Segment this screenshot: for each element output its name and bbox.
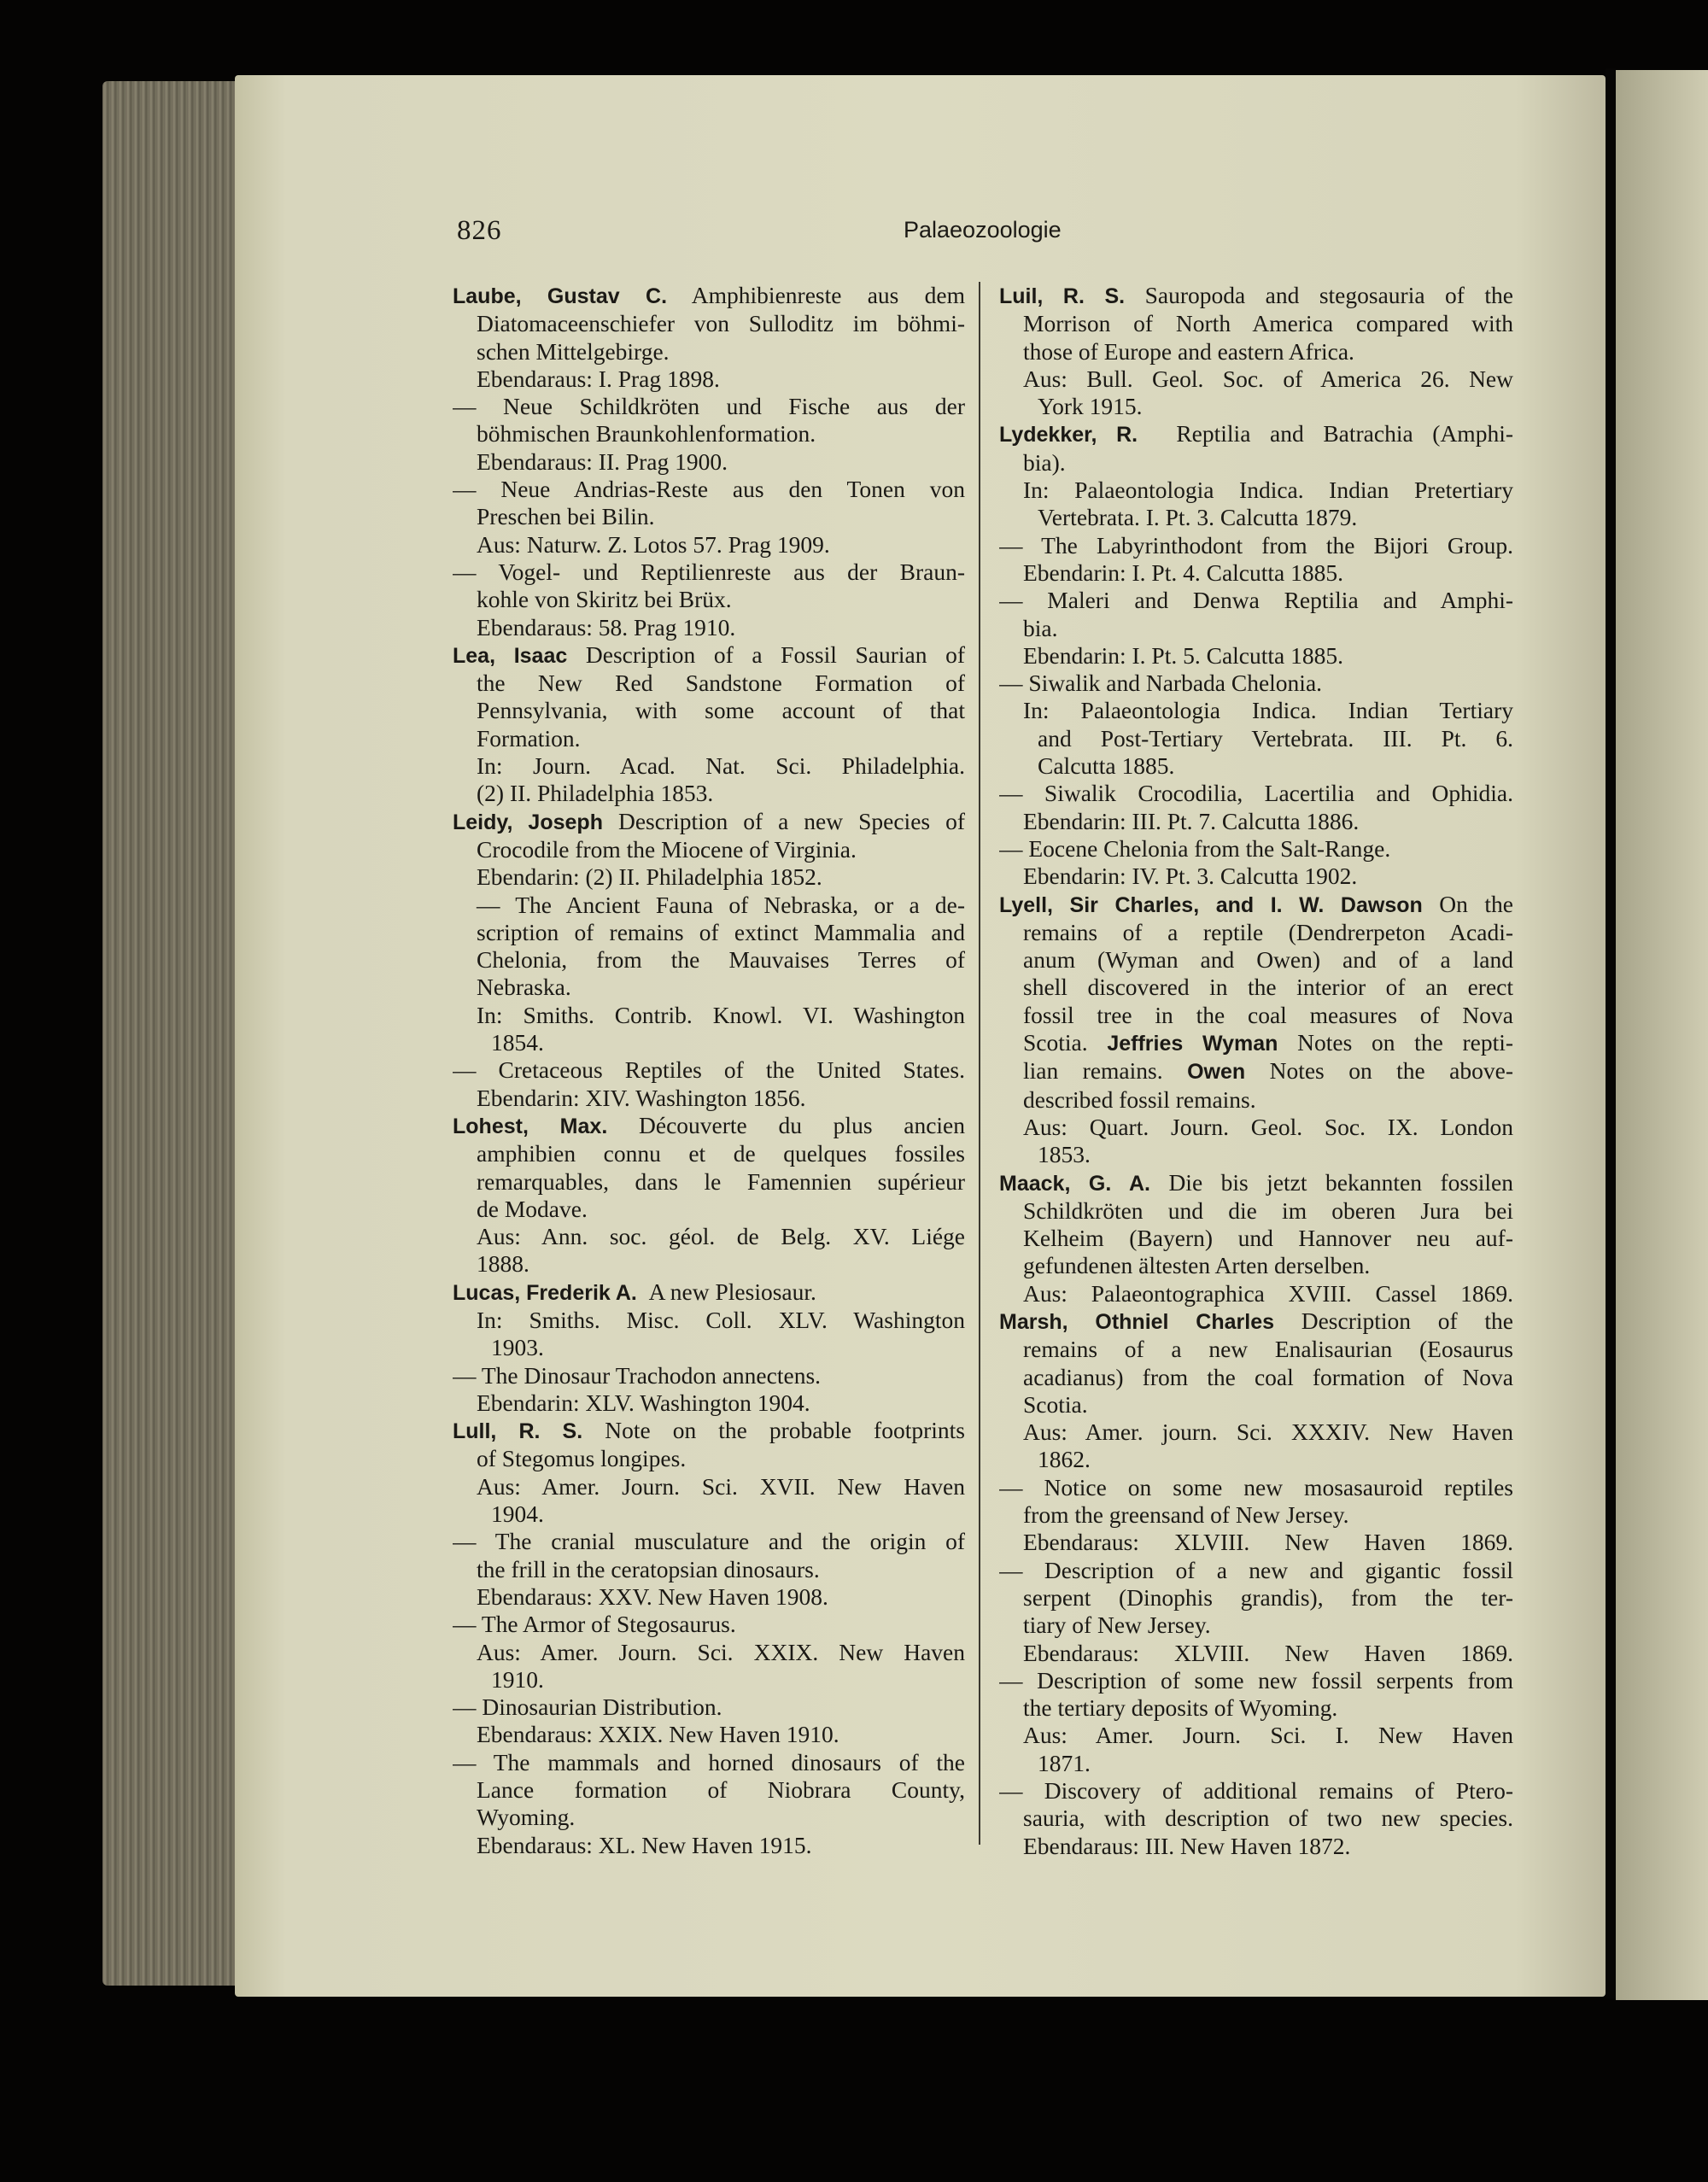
bibliography-entry: Maack, G. A. Die bis jetzt bekannten fossilen Schildkröten und die im oberen Jura bei Kelheim (Bayern) und Hannover neu auf- gefundenen ältesten Arten derselben. Aus: Palaeontographica XVIII. Cassel 1869.: [999, 1168, 1513, 1307]
right-column: [999, 282, 1513, 1860]
bibliography-entry: — Maleri and Denwa Reptilia and Amphi- bia. Ebendarin: I. Pt. 5. Calcutta 1885.: [999, 587, 1513, 669]
bibliography-entry: — Vogel- und Reptilienreste aus der Braun- kohle von Skiritz bei Brüx. Ebendaraus: 58. Prag 1910.: [453, 558, 965, 641]
bibliography-entry: Lydekker, R. Reptilia and Batrachia (Amphi- bia). In: Palaeontologia Indica. Indian Pretertiary Vertebrata. I. Pt. 3. Calcutta 1879.: [999, 420, 1513, 531]
entry-author: Marsh, Othniel Charles: [999, 1309, 1274, 1334]
column-divider: [979, 282, 980, 1845]
bibliography-entry: — The cranial musculature and the origin of the frill in the ceratopsian dinosaurs. Ebendaraus: XXV. New Haven 1908.: [453, 1528, 965, 1610]
bibliography-entry: Lull, R. S. Note on the probable footprints of Stegomus longipes. Aus: Amer. Journ. Sci. XVII. New Haven 1904.: [453, 1417, 965, 1528]
bibliography-entry: Luil, R. S. Sauropoda and stegosauria of the Morrison of North America compared with those of Europe and eastern Africa. Aus: Bull. Geol. Soc. of America 26. New York 1915.: [999, 282, 1513, 420]
bibliography-entry: Marsh, Othniel Charles Description of the remains of a new Enalisaurian (Eosaurus acadianus) from the coal formation of Nova Scotia. Aus: Amer. journ. Sci. XXXIV. New Haven 1862.: [999, 1307, 1513, 1473]
bibliography-entry: — The Armor of Stegosaurus. Aus: Amer. Journ. Sci. XXIX. New Haven 1910.: [453, 1611, 965, 1693]
entry-author: Lyell, Sir Charles, and I. W. Dawson: [999, 892, 1423, 917]
entry-author: Maack, G. A.: [999, 1171, 1150, 1196]
bibliography-entry: — The Labyrinthodont from the Bijori Group. Ebendarin: I. Pt. 4. Calcutta 1885.: [999, 531, 1513, 586]
bibliography-entry: — Description of some new fossil serpents from the tertiary deposits of Wyoming. Aus: Amer. Journ. Sci. I. New Haven 1871.: [999, 1666, 1513, 1776]
bibliography-entry: Leidy, Joseph Description of a new Species of Crocodile from the Miocene of Virginia. Ebendarin: (2) II. Philadelphia 1852. — The Ancient Fauna of Nebraska, or a de- scription of remains of extinct Mammalia and Chelonia, from the Mauvaises Terres of Nebraska. In: Smiths. Contrib. Knowl. VI. Washington 1854.: [453, 807, 965, 1056]
entry-author: Laube, Gustav C.: [453, 284, 668, 308]
entry-author: Lull, R. S.: [453, 1419, 583, 1444]
bibliography-entry: — The Dinosaur Trachodon annectens. Ebendarin: XLV. Washington 1904.: [453, 1361, 822, 1416]
bibliography-entry: — Neue Andrias-Reste aus den Tonen von Preschen bei Bilin. Aus: Naturw. Z. Lotos 57. Prag 1909.: [453, 476, 965, 558]
bibliography-entry: — Neue Schildkröten und Fische aus der böhmischen Braunkohlenformation. Ebendaraus: II. Prag 1900.: [453, 393, 965, 475]
entry-author: Luil, R. S.: [999, 284, 1126, 308]
inline-author: Jeffries Wyman: [1107, 1032, 1278, 1056]
bibliography-entry: — The mammals and horned dinosaurs of the Lance formation of Niobrara County, Wyoming. Ebendaraus: XL. New Haven 1915.: [453, 1748, 965, 1858]
facing-page-edge: [1616, 70, 1708, 2000]
left-column: [453, 282, 965, 1859]
book-page-edges: [102, 81, 239, 1986]
entry-author: Lydekker, R.: [999, 423, 1138, 448]
bibliography-entry: — Cretaceous Reptiles of the United States. Ebendarin: XIV. Washington 1856.: [453, 1056, 965, 1111]
entry-author: Lucas, Frederik A.: [453, 1280, 637, 1305]
entry-author: Lohest, Max.: [453, 1114, 608, 1138]
bibliography-entry: — Eocene Chelonia from the Salt-Range. Ebendarin: IV. Pt. 3. Calcutta 1902.: [999, 834, 1391, 890]
bibliography-entry: Lucas, Frederik A. A new Plesiosaur. In: Smiths. Misc. Coll. XLV. Washington 1903.: [453, 1278, 965, 1361]
bibliography-entry: Lea, Isaac Description of a Fossil Saurian of the New Red Sandstone Formation of Pennsylvania, with some account of that Formation. In: Journ. Acad. Nat. Sci. Philadelphia. (2) II. Philadelphia 1853.: [453, 641, 965, 807]
bibliography-entry: Lohest, Max. Découverte du plus ancien amphibien connu et de quelques fossiles remarquables, dans le Famennien supérieur de Modave. Aus: Ann. soc. géol. de Belg. XV. Liége 1888.: [453, 1111, 965, 1278]
inline-author: Owen: [1187, 1060, 1246, 1085]
running-head: [457, 215, 1061, 249]
bibliography-entry: Lyell, Sir Charles, and I. W. Dawson On the remains of a reptile (Dendrerpeton Acadi- anum (Wyman and Owen) and of a land shell discovered in the interior of an erect fossil tree in the coal measures of Nova Scotia. Jeffries Wyman Notes on the repti- lian remains. Owen Notes on the above- described fossil remains. Aus: Quart. Journ. Geol. Soc. IX. London 1853.: [999, 890, 1513, 1168]
bibliography-entry: — Siwalik Crocodilia, Lacertilia and Ophidia. Ebendarin: III. Pt. 7. Calcutta 1886.: [999, 780, 1513, 834]
entry-author: Lea, Isaac: [453, 643, 568, 668]
page-number: 826: [457, 215, 502, 246]
bibliography-entry: — Description of a new and gigantic fossil serpent (Dinophis grandis), from the ter- tiary of New Jersey. Ebendaraus: XLVIII. New Haven 1869.: [999, 1556, 1513, 1666]
page-title: Palaeozoologie: [904, 217, 1062, 243]
bibliography-entry: Laube, Gustav C. Amphibienreste aus dem Diatomaceenschiefer von Sulloditz im böhmi- schen Mittelgebirge. Ebendaraus: I. Prag 1898.: [453, 282, 965, 392]
bibliography-entry: — Siwalik and Narbada Chelonia. In: Palaeontologia Indica. Indian Tertiary and Post-Tertiary Vertebrata. III. Pt. 6. Calcutta 1885.: [999, 670, 1513, 780]
bibliography-entry: — Dinosaurian Distribution. Ebendaraus: XXIX. New Haven 1910.: [453, 1694, 839, 1748]
bibliography-entry: — Notice on some new mosasauroid reptiles from the greensand of New Jersey. Ebendaraus: XLVIII. New Haven 1869.: [999, 1473, 1513, 1556]
bibliography-entry: — Discovery of additional remains of Ptero- sauria, with description of two new species. Ebendaraus: III. New Haven 1872.: [999, 1777, 1513, 1859]
book-gutter: [1606, 68, 1616, 1998]
entry-author: Leidy, Joseph: [453, 810, 603, 834]
